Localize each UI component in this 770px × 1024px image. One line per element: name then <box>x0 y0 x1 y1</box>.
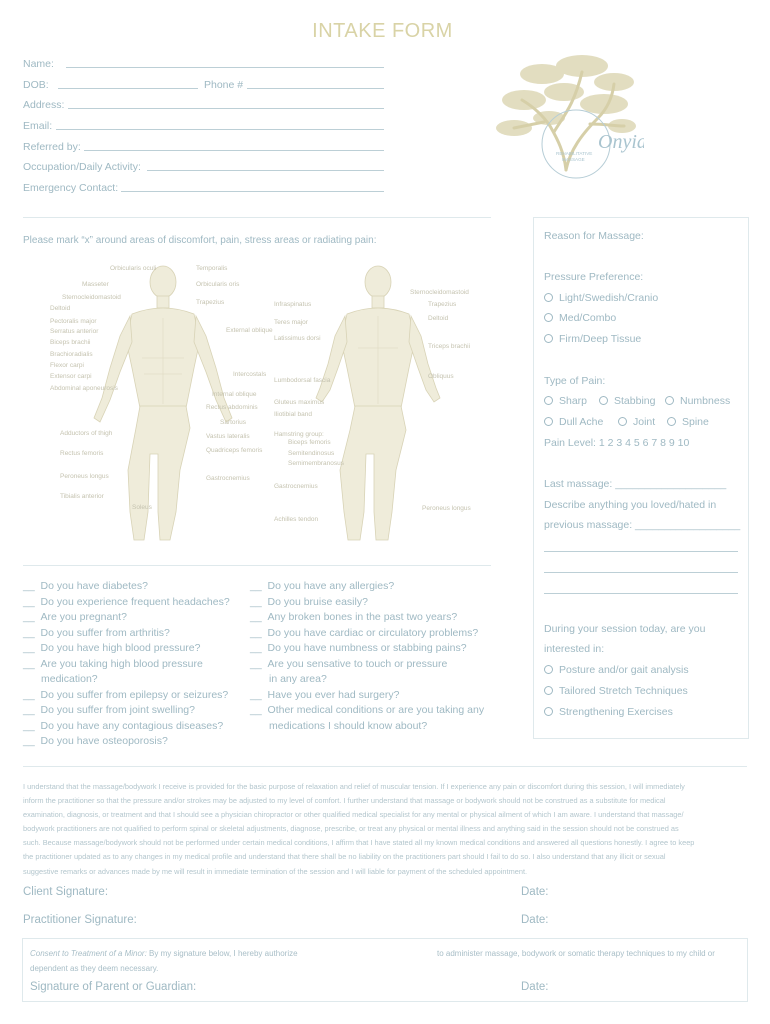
svg-text:Biceps brachii: Biceps brachii <box>50 339 91 346</box>
question-other-conditions[interactable]: __ Other medical conditions or are you taking any <box>250 704 485 716</box>
radio-icon <box>544 707 553 716</box>
interest-strengthening[interactable]: Strengthening Exercises <box>544 706 673 718</box>
describe-line[interactable] <box>544 572 738 573</box>
question-epilepsy[interactable]: __ Do you suffer from epilepsy or seizures? <box>23 688 229 701</box>
svg-text:Orbicularis oris: Orbicularis oris <box>196 281 240 288</box>
logo <box>494 52 644 182</box>
question-diabetes[interactable]: __ Do you have diabetes? <box>23 580 148 592</box>
svg-text:Temporalis: Temporalis <box>196 265 228 272</box>
svg-text:Onyia: Onyia <box>598 131 644 153</box>
svg-text:Vastus lateralis: Vastus lateralis <box>206 433 250 440</box>
svg-text:Peroneus longus: Peroneus longus <box>422 505 471 512</box>
svg-text:Triceps brachii: Triceps brachii <box>428 343 471 350</box>
question-allergies[interactable]: __ Do you have any allergies? <box>250 580 395 592</box>
pain-joint[interactable]: Joint <box>618 416 655 428</box>
pain-dull-ache[interactable]: Dull Ache <box>544 416 603 428</box>
describe-field[interactable]: previous massage: __________________ <box>544 519 741 531</box>
question-joint-swelling[interactable]: __ Do you suffer from joint swelling? <box>23 704 195 716</box>
last-massage-field[interactable]: Last massage: ___________________ <box>544 478 727 490</box>
svg-text:Semimembranosus: Semimembranosus <box>288 460 344 467</box>
session-label: During your session today, are you <box>544 623 706 635</box>
svg-text:REHABILITATIVE: REHABILITATIVE <box>556 151 593 156</box>
occupation-field[interactable] <box>147 170 384 171</box>
svg-text:Gastrocnemius: Gastrocnemius <box>206 475 250 482</box>
svg-text:Semitendinosus: Semitendinosus <box>288 450 335 457</box>
body-chart-instruction: Please mark “x” around areas of discomfort, pain, stress areas or radiating pain: <box>23 235 377 246</box>
svg-text:Rectus femoris: Rectus femoris <box>60 450 104 457</box>
question-bp-medication-cont: medication? <box>41 673 98 685</box>
describe-line[interactable] <box>544 593 738 594</box>
pain-type-title: Type of Pain: <box>544 375 606 387</box>
divider <box>23 565 491 566</box>
tree-logo-icon <box>494 52 644 182</box>
question-high-blood-pressure[interactable]: __ Do you have high blood pressure? <box>23 642 201 654</box>
question-pregnant[interactable]: __ Are you pregnant? <box>23 611 127 623</box>
question-arthritis[interactable]: __ Do you suffer from arthritis? <box>23 626 170 639</box>
address-field[interactable] <box>68 108 384 109</box>
svg-text:Achilles tendon: Achilles tendon <box>274 516 319 523</box>
svg-text:Teres major: Teres major <box>274 319 308 326</box>
minor-consent-text-end: dependent as they deem necessary. <box>30 964 159 973</box>
divider <box>23 217 491 218</box>
email-label: Email: <box>23 120 53 132</box>
interest-posture[interactable]: Posture and/or gait analysis <box>544 664 689 676</box>
question-surgery[interactable]: __ Have you ever had surgery? <box>250 688 400 701</box>
health-questions-right <box>250 579 484 734</box>
client-date-field[interactable]: Date: <box>521 886 549 898</box>
svg-text:MASSAGE: MASSAGE <box>562 157 585 162</box>
radio-icon <box>665 396 674 405</box>
dob-field[interactable] <box>58 88 198 89</box>
svg-text:Orbicularis oculi: Orbicularis oculi <box>110 265 157 272</box>
svg-text:Soleus: Soleus <box>132 504 152 511</box>
svg-text:Extensor carpi: Extensor carpi <box>50 373 92 380</box>
pain-sharp[interactable]: Sharp <box>544 395 587 407</box>
radio-icon <box>544 417 553 426</box>
svg-text:Trapezius: Trapezius <box>196 299 225 306</box>
pain-spine[interactable]: Spine <box>667 416 709 428</box>
occupation-label: Occupation/Daily Activity: <box>23 161 141 173</box>
question-sensitive-cont: in any area? <box>269 673 327 685</box>
question-contagious[interactable]: __ Do you have any contagious diseases? <box>23 719 224 732</box>
svg-text:Pectoralis major: Pectoralis major <box>50 318 97 325</box>
pressure-option-light[interactable]: Light/Swedish/Cranio <box>544 292 658 304</box>
question-osteoporosis[interactable]: __ Do you have osteoporosis? <box>23 735 168 747</box>
svg-text:External oblique: External oblique <box>226 327 273 334</box>
email-field[interactable] <box>56 129 384 130</box>
pain-level-scale[interactable]: Pain Level: 1 2 3 4 5 6 7 8 9 10 <box>544 437 690 449</box>
guardian-signature-field[interactable]: Signature of Parent or Guardian: <box>30 981 197 993</box>
radio-icon <box>544 334 553 343</box>
practitioner-date-field[interactable]: Date: <box>521 914 549 926</box>
pressure-option-med[interactable]: Med/Combo <box>544 312 616 324</box>
radio-icon <box>544 686 553 695</box>
page-title: INTAKE FORM <box>312 20 453 42</box>
svg-text:Hamstring group:: Hamstring group: <box>274 431 324 438</box>
name-label: Name: <box>23 58 54 70</box>
svg-text:Sternocleidomastoid: Sternocleidomastoid <box>410 289 469 296</box>
referred-by-field[interactable] <box>84 150 384 151</box>
question-broken-bones[interactable]: __ Any broken bones in the past two years? <box>250 611 458 623</box>
radio-icon <box>667 417 676 426</box>
svg-text:Intercostals: Intercostals <box>233 371 267 378</box>
svg-text:Serratus anterior: Serratus anterior <box>50 328 99 335</box>
reason-label: Reason for Massage: <box>544 230 644 242</box>
svg-text:Tibialis anterior: Tibialis anterior <box>60 493 104 500</box>
practitioner-signature-field[interactable]: Practitioner Signature: <box>23 914 137 926</box>
emergency-contact-label: Emergency Contact: <box>23 182 119 194</box>
describe-line[interactable] <box>544 551 738 552</box>
question-numbness[interactable]: __ Do you have numbness or stabbing pains? <box>250 642 467 654</box>
radio-icon <box>544 293 553 302</box>
svg-text:Peroneus longus: Peroneus longus <box>60 473 109 480</box>
question-sensitive[interactable]: __ Are you sensative to touch or pressure <box>250 657 448 670</box>
svg-text:Infraspinatus: Infraspinatus <box>274 301 312 308</box>
radio-icon <box>544 313 553 322</box>
question-headaches[interactable]: __ Do you experience frequent headaches? <box>23 595 230 608</box>
health-questions-left <box>23 579 230 750</box>
svg-text:Sternocleidomastoid: Sternocleidomastoid <box>62 294 121 301</box>
question-cardiac[interactable]: __ Do you have cardiac or circulatory problems? <box>250 626 479 639</box>
svg-text:Internal oblique: Internal oblique <box>212 391 257 398</box>
svg-text:Abdominal aponeurosis: Abdominal aponeurosis <box>50 385 118 392</box>
svg-text:Deltoid: Deltoid <box>428 315 449 322</box>
svg-text:Adductors of thigh: Adductors of thigh <box>60 430 113 437</box>
interest-stretch[interactable]: Tailored Stretch Techniques <box>544 685 688 697</box>
svg-text:Gluteus maximus: Gluteus maximus <box>274 399 325 406</box>
emergency-contact-field[interactable] <box>121 191 384 192</box>
svg-text:Latissimus dorsi: Latissimus dorsi <box>274 335 321 342</box>
phone-label: Phone # <box>204 79 244 91</box>
radio-icon <box>544 665 553 674</box>
question-bruise[interactable]: __ Do you bruise easily? <box>250 595 368 608</box>
pain-stabbing[interactable]: Stabbing <box>599 395 655 407</box>
name-field[interactable] <box>66 67 384 68</box>
svg-text:Sartorius: Sartorius <box>220 419 247 426</box>
minor-consent-text: Consent to Treatment of a Minor: By my signature below, I hereby authorize <box>30 949 298 958</box>
radio-icon <box>618 417 627 426</box>
body-diagram[interactable] <box>40 258 480 553</box>
pressure-option-firm[interactable]: Firm/Deep Tissue <box>544 333 641 345</box>
pain-numbness[interactable]: Numbness <box>665 395 730 407</box>
svg-text:Deltoid: Deltoid <box>50 305 71 312</box>
pressure-title: Pressure Preference: <box>544 271 644 283</box>
svg-text:Iliotibial band: Iliotibial band <box>274 411 312 418</box>
session-label-cont: interested in: <box>544 643 605 655</box>
radio-icon <box>599 396 608 405</box>
dob-label: DOB: <box>23 79 49 91</box>
guardian-date-field[interactable]: Date: <box>521 981 549 993</box>
svg-text:Quadriceps femoris: Quadriceps femoris <box>206 447 263 454</box>
question-other-conditions-cont: medications I should know about? <box>269 719 428 732</box>
svg-text:Brachioradialis: Brachioradialis <box>50 351 93 358</box>
address-label: Address: <box>23 99 65 111</box>
question-bp-medication[interactable]: __ Are you taking high blood pressure <box>23 657 203 670</box>
svg-text:Lumbodorsal fascia: Lumbodorsal fascia <box>274 377 331 384</box>
svg-text:Masseter: Masseter <box>82 281 109 288</box>
describe-label: Describe anything you loved/hated in <box>544 499 717 511</box>
radio-icon <box>544 396 553 405</box>
svg-text:Gastrocnemius: Gastrocnemius <box>274 483 318 490</box>
svg-text:Biceps femoris: Biceps femoris <box>288 439 331 446</box>
referred-by-label: Referred by: <box>23 141 81 153</box>
svg-text:Trapezius: Trapezius <box>428 301 457 308</box>
svg-text:Flexor carpi: Flexor carpi <box>50 362 84 369</box>
consent-paragraph: I understand that the massage/bodywork I receive is provided for the basic purpose of relaxation and relief of muscular tension. If I experience any pain or discomfort during this session, I will immediately inform the practitioner so that the pressure and/or strokes may be adjusted to my level of comfort. I further understand that massage or bodywork should not be construed as a substitute for medical examination, diagnosis, or treatment and that I should see a physician chiropractor or other qualified medical specialist for any mental or physical ailment of which I am aware. I understand that massage/ bodywork practitioners are not qualified to perform spinal or skeletal adjustments, diagnose, prescribe, or treat any physical or mental illness and anything said in the session should not be construed as such. Because massage/bodywork should not be performed under certain medical conditions, I affirm that I have stated all my known medical conditions and answered all questions honestly. I agree to keep the practitioner updated as to any changes in my medical profile and understand that there shall be no liability on the practitioners part should I fail to do so. I also understand that any illicit or sexual suggestive remarks or advances made by me will result in immediate termination of the session and I will liable for payment of the scheduled appointment. <box>23 782 695 876</box>
minor-consent-text-cont: to administer massage, bodywork or somatic therapy techniques to my child or <box>437 949 715 958</box>
svg-text:Obliquus: Obliquus <box>428 373 454 380</box>
divider <box>23 766 747 767</box>
svg-text:Rectus abdominis: Rectus abdominis <box>206 404 258 411</box>
client-signature-field[interactable]: Client Signature: <box>23 886 109 898</box>
phone-field[interactable] <box>247 88 384 89</box>
